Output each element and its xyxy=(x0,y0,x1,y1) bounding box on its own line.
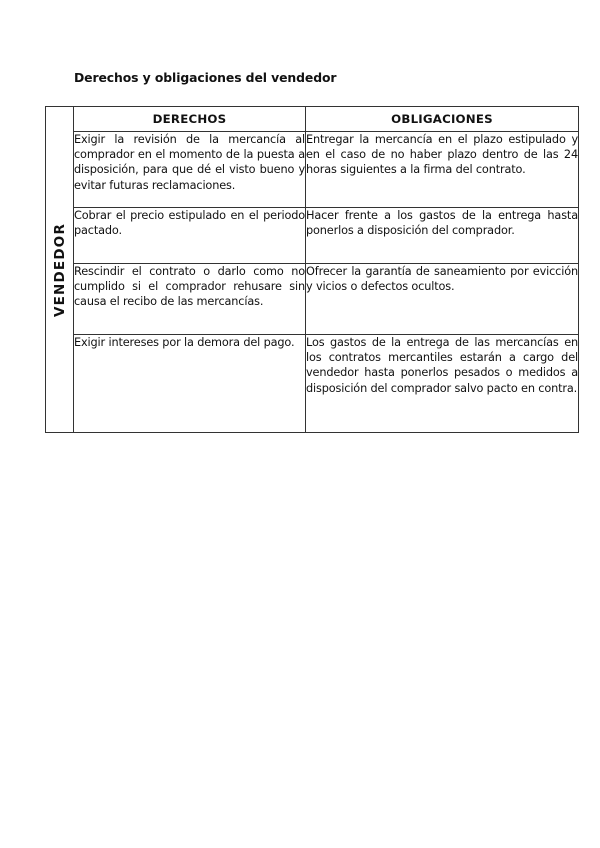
derecho-cell: Exigir la revisión de la mercancía al comprador en el momento de la puesta a disposición, para que dé el visto bueno y evitar futuras reclamaciones. xyxy=(74,132,306,208)
side-label-cell xyxy=(46,107,74,433)
obligacion-cell: Los gastos de la entrega de las mercancías en los contratos mercantiles estarán a cargo del vendedor hasta ponerlos pesados o medidos a disposición del comprador salvo pacto en contra. xyxy=(306,335,579,433)
obligacion-cell: Entregar la mercancía en el plazo estipulado y en el caso de no haber plazo dentro de las 24 horas siguientes a la firma del contrato. xyxy=(306,132,579,208)
table-header-row xyxy=(46,107,579,132)
rights-obligations-table xyxy=(45,106,579,433)
obligacion-cell: Ofrecer la garantía de saneamiento por evicción y vicios o defectos ocultos. xyxy=(306,264,579,335)
table-row xyxy=(46,264,579,335)
table-row xyxy=(46,208,579,264)
header-derechos: DERECHOS xyxy=(74,107,306,132)
derecho-cell: Cobrar el precio estipulado en el periodo pactado. xyxy=(74,208,306,264)
document-title: Derechos y obligaciones del vendedor xyxy=(74,70,337,85)
header-obligaciones: OBLIGACIONES xyxy=(306,107,579,132)
table-row xyxy=(46,335,579,433)
derecho-cell: Exigir intereses por la demora del pago. xyxy=(74,335,306,433)
derecho-cell: Rescindir el contrato o darlo como no cumplido si el comprador rehusare sin causa el recibo de las mercancías. xyxy=(74,264,306,335)
table-row xyxy=(46,132,579,208)
side-label-vendedor: VENDEDOR xyxy=(51,222,68,317)
obligacion-cell: Hacer frente a los gastos de la entrega hasta ponerlos a disposición del comprador. xyxy=(306,208,579,264)
